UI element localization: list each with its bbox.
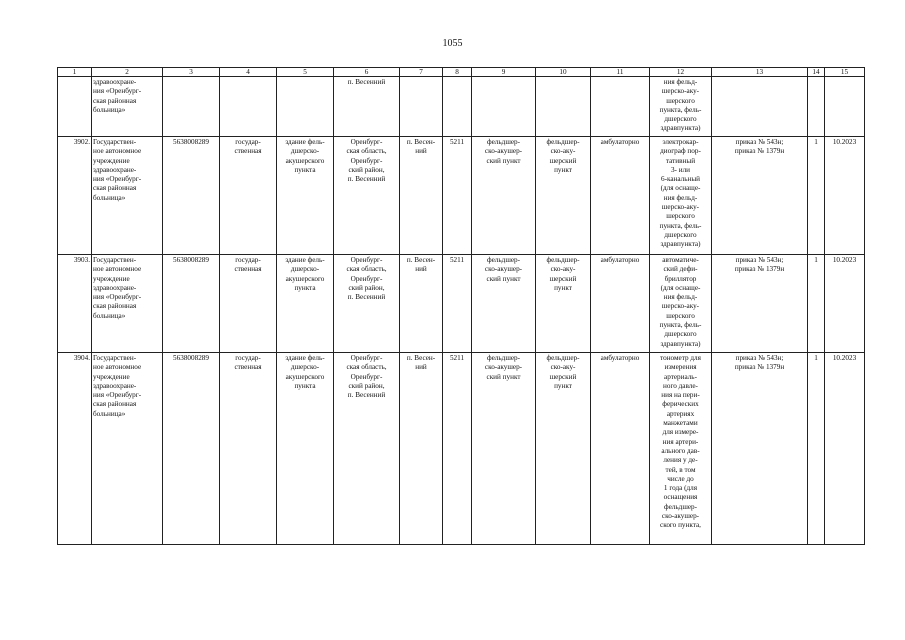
locality-cell: п. Весен- ний xyxy=(406,256,436,274)
column-header: 6 xyxy=(334,68,400,77)
column-header: 1 xyxy=(58,68,92,77)
unit-cell: фельдшер- ско-акушер- ский пункт xyxy=(484,138,523,165)
unit-cell: фельдшер- ско-акушер- ский пункт xyxy=(484,256,523,283)
column-header: 7 xyxy=(400,68,443,77)
address-cell: п. Весенний xyxy=(347,78,386,86)
column-header: 10 xyxy=(536,68,591,77)
care-form-cell: амбулаторно xyxy=(600,354,640,362)
table-row xyxy=(58,137,865,255)
column-header: 15 xyxy=(825,68,865,77)
column-header: 11 xyxy=(591,68,650,77)
locality-cell: п. Весен- ний xyxy=(406,354,436,372)
row-number: 3903. xyxy=(73,256,90,264)
table-row xyxy=(58,353,865,545)
basis-cell: приказ № 543н; приказ № 1379н xyxy=(734,354,785,372)
column-header: 14 xyxy=(808,68,825,77)
ownership-cell: государ- ственная xyxy=(234,354,262,372)
unit-type-cell: фельдшер- ско-аку- шерский пункт xyxy=(546,256,580,292)
equipment-cell: ния фельд- шерско-аку- шерского пункта, фель- дшерского здравпункта) xyxy=(659,78,702,133)
quantity-cell: 1 xyxy=(814,138,818,146)
quantity-cell: 1 xyxy=(814,354,818,362)
code-cell: 5211 xyxy=(449,256,465,264)
code-cell: 5211 xyxy=(449,354,465,362)
page-number: 1055 xyxy=(442,38,463,49)
column-header: 8 xyxy=(443,68,472,77)
date-cell: 10.2023 xyxy=(832,138,857,146)
building-cell: здание фель- дшерско- акушерского пункта xyxy=(285,138,325,174)
building-cell: здание фель- дшерско- акушерского пункта xyxy=(285,256,325,292)
row-number: 3902. xyxy=(73,138,90,146)
date-cell: 10.2023 xyxy=(832,354,857,362)
continuation-row xyxy=(58,77,865,137)
row-number: 3904. xyxy=(73,354,90,362)
address-cell: Оренбург- ская область, Оренбург- ский район, п. Весенний xyxy=(346,354,387,400)
address-cell: Оренбург- ская область, Оренбург- ский район, п. Весенний xyxy=(346,256,387,302)
building-cell: здание фель- дшерско- акушерского пункта xyxy=(285,354,325,390)
unit-type-cell: фельдшер- ско-аку- шерский пункт xyxy=(546,138,580,174)
table-row xyxy=(58,255,865,353)
organization-cell: здравоохране- ния «Оренбург- ская районная больница» xyxy=(93,78,142,114)
locality-cell: п. Весен- ний xyxy=(406,138,436,156)
column-header: 3 xyxy=(163,68,220,77)
address-cell: Оренбург- ская область, Оренбург- ский район, п. Весенний xyxy=(346,138,387,184)
column-header: 2 xyxy=(92,68,163,77)
care-form-cell: амбулаторно xyxy=(600,256,640,264)
column-header: 13 xyxy=(712,68,808,77)
care-form-cell: амбулаторно xyxy=(600,138,640,146)
equipment-cell: тонометр для измерения артериаль- ного давле- ния на пери- ферических артериях манжетами для измере- ния артери- ального дав- ления у де- тей, в том числе до 1 года (для оснащения фельдшер- ско-акушер- ского пункта, xyxy=(660,354,701,530)
unit-cell: фельдшер- ско-акушер- ский пункт xyxy=(484,354,523,381)
quantity-cell: 1 xyxy=(814,256,818,264)
registry-table xyxy=(57,67,865,545)
basis-cell: приказ № 543н; приказ № 1379н xyxy=(734,138,785,156)
basis-cell: приказ № 543н; приказ № 1379н xyxy=(734,256,785,274)
organization-cell: Государствен- ное автономное учреждение здравоохране- ния «Оренбург- ская районная больница» xyxy=(93,138,142,202)
ownership-cell: государ- ственная xyxy=(234,256,262,274)
inn-cell: 5638008289 xyxy=(173,138,209,146)
unit-type-cell: фельдшер- ско-аку- шерский пункт xyxy=(546,354,580,390)
organization-cell: Государствен- ное автономное учреждение здравоохране- ния «Оренбург- ская районная больница» xyxy=(93,354,142,418)
inn-cell: 5638008289 xyxy=(173,256,209,264)
code-cell: 5211 xyxy=(449,138,465,146)
column-header: 12 xyxy=(650,68,712,77)
ownership-cell: государ- ственная xyxy=(234,138,262,156)
equipment-cell: автоматиче- ский дефи- бриллятор (для оснаще- ния фельд- шерско-аку- шерского пункта, фель- дшерского здравпункта) xyxy=(659,256,702,348)
column-header: 5 xyxy=(277,68,334,77)
header-row xyxy=(58,68,865,77)
organization-cell: Государствен- ное автономное учреждение здравоохране- ния «Оренбург- ская районная больница» xyxy=(93,256,142,320)
date-cell: 10.2023 xyxy=(832,256,857,264)
inn-cell: 5638008289 xyxy=(173,354,209,362)
equipment-cell: электрокар- диограф пор- тативный 3- или 6-канальный (для оснаще- ния фельд- шерско-аку- шерского пункта, фель- дшерского здравпункта) xyxy=(659,138,702,249)
column-header: 9 xyxy=(472,68,536,77)
column-header: 4 xyxy=(220,68,277,77)
